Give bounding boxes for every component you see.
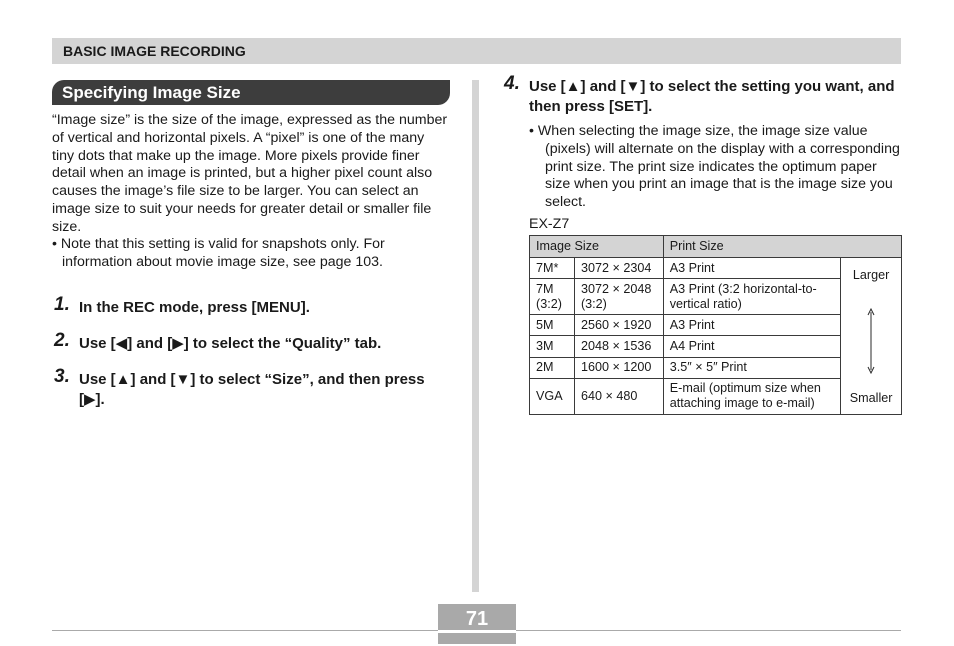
row-size-name: VGA bbox=[530, 378, 575, 414]
step-1-number: 1. bbox=[54, 294, 70, 315]
model-label: EX-Z7 bbox=[529, 216, 570, 232]
row-size-name: 7M (3:2) bbox=[530, 279, 575, 315]
step-3 bbox=[52, 366, 450, 410]
larger-label: Larger bbox=[852, 268, 890, 282]
row-pixels: 2560 × 1920 bbox=[574, 315, 663, 336]
table-row bbox=[530, 258, 902, 279]
row-pixels: 2048 × 1536 bbox=[574, 336, 663, 357]
step-4-text: Use [▲] and [▼] to select the setting you want, and then press [SET]. bbox=[529, 78, 895, 115]
row-size-name: 7M* bbox=[530, 258, 575, 279]
section-header-title: BASIC IMAGE RECORDING bbox=[63, 43, 246, 59]
note-paragraph: • Note that this setting is valid for snapshots only. For information about movie image size, see page 103. bbox=[52, 236, 385, 270]
row-pixels: 1600 × 1200 bbox=[574, 357, 663, 378]
row-print-size: A4 Print bbox=[663, 336, 841, 357]
step-4 bbox=[502, 73, 902, 117]
step-2-text: Use [◀] and [▶] to select the “Quality” tab. bbox=[79, 335, 382, 352]
row-print-size: A3 Print bbox=[663, 258, 841, 279]
row-size-name: 2M bbox=[530, 357, 575, 378]
header-print-size: Print Size bbox=[663, 236, 901, 258]
section-title bbox=[52, 80, 450, 105]
row-print-size: A3 Print (3:2 horizontal-to-vertical ratio) bbox=[663, 279, 841, 315]
step-3-number: 3. bbox=[54, 366, 70, 387]
step-1 bbox=[52, 294, 450, 318]
intro-paragraph: “Image size” is the size of the image, expressed as the number of vertical and horizontal pixels. A “pixel” is one of the many tiny dots that make up the image. More pixels provide finer detail when an image is printed, but a higher pixel count also causes the image’s file size to be larger. You can select an image size to suit your needs for greater detail or smaller file size. bbox=[52, 112, 448, 235]
section-title-text: Specifying Image Size bbox=[62, 83, 241, 102]
table-header-row bbox=[530, 236, 902, 258]
step-2-number: 2. bbox=[54, 330, 70, 351]
image-size-bullet: • When selecting the image size, the image size value (pixels) will alternate on the display with a corresponding print size. The print size indicates the optimum paper size when you print an image that is the image size you select. bbox=[529, 123, 900, 211]
row-pixels: 640 × 480 bbox=[574, 378, 663, 414]
row-print-size: 3.5″ × 5″ Print bbox=[663, 357, 841, 378]
section-header-bar bbox=[52, 38, 901, 64]
row-print-size: E-mail (optimum size when attaching image to e-mail) bbox=[663, 378, 841, 414]
step-4-number: 4. bbox=[504, 73, 520, 94]
header-image-size: Image Size bbox=[530, 236, 664, 258]
double-arrow-icon bbox=[866, 308, 876, 374]
smaller-label: Smaller bbox=[849, 391, 893, 405]
page-number-box bbox=[438, 604, 516, 644]
step-1-text: In the REC mode, press [MENU]. bbox=[79, 299, 310, 316]
image-size-table bbox=[529, 235, 902, 415]
column-divider bbox=[472, 80, 479, 592]
row-size-name: 3M bbox=[530, 336, 575, 357]
row-size-name: 5M bbox=[530, 315, 575, 336]
size-scale-cell bbox=[841, 258, 902, 415]
page-number-strip bbox=[438, 630, 516, 633]
row-pixels: 3072 × 2048 (3:2) bbox=[574, 279, 663, 315]
page-number: 71 bbox=[465, 608, 489, 630]
row-print-size: A3 Print bbox=[663, 315, 841, 336]
row-pixels: 3072 × 2304 bbox=[574, 258, 663, 279]
step-2 bbox=[52, 330, 450, 354]
step-3-text: Use [▲] and [▼] to select “Size”, and then press [▶]. bbox=[79, 371, 425, 408]
